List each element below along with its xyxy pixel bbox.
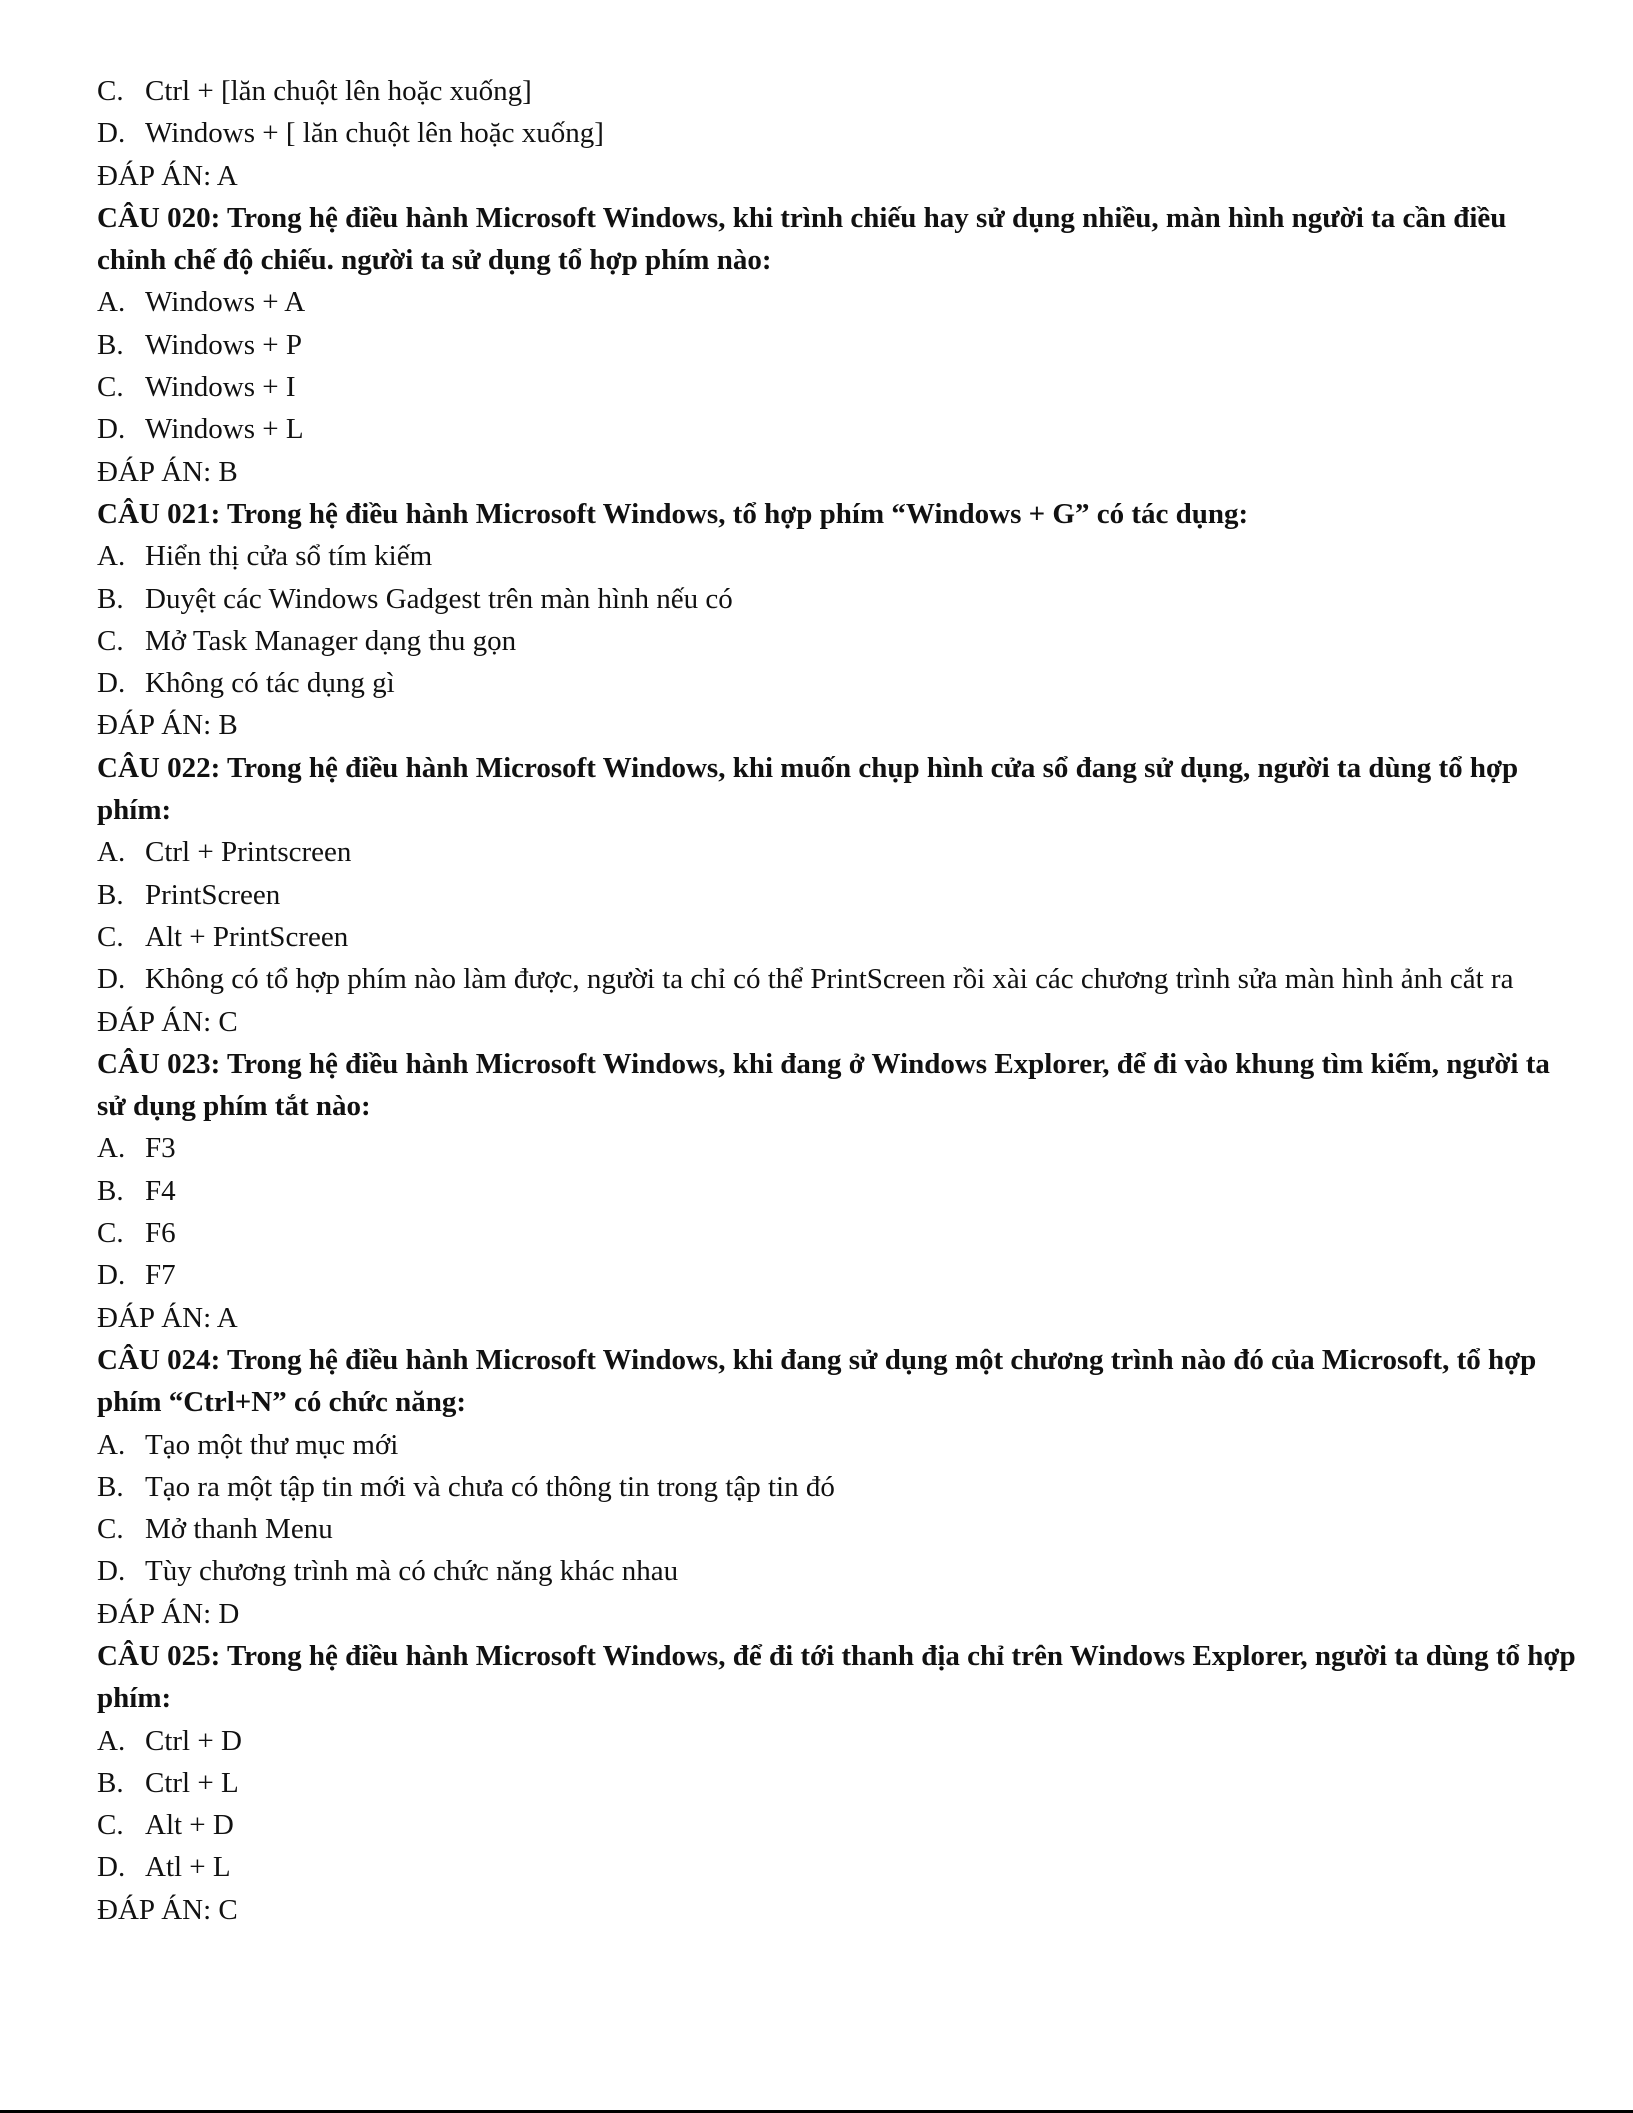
option-c <box>97 1508 1577 1550</box>
question-021: CÂU 021: Trong hệ điều hành Microsoft Windows, tổ hợp phím “Windows + G” có tác dụng: <box>97 497 1249 530</box>
option-letter: C. <box>97 624 124 657</box>
option-letter: C. <box>97 1513 124 1546</box>
document-page <box>97 70 1577 1931</box>
option-letter: D. <box>97 1555 126 1588</box>
option-d <box>97 662 1577 704</box>
option-letter: D. <box>97 1259 126 1292</box>
option-letter: B. <box>97 878 124 911</box>
option-letter: B. <box>97 328 124 361</box>
option-text: Windows + [ lăn chuột lên hoặc xuống] <box>145 117 604 150</box>
option-text: Duyệt các Windows Gadgest trên màn hình nếu có <box>145 582 733 615</box>
option-d <box>97 112 1577 154</box>
option-text: Windows + L <box>145 413 304 446</box>
option-text: Mở thanh Menu <box>145 1513 333 1546</box>
option-text: Mở Task Manager dạng thu gọn <box>145 624 517 657</box>
option-letter: B. <box>97 1174 124 1207</box>
option-text: F6 <box>145 1217 176 1250</box>
answer-line: ĐÁP ÁN: C <box>97 1893 238 1926</box>
option-text: Ctrl + [lăn chuột lên hoặc xuống] <box>145 75 532 107</box>
option-a <box>97 535 1577 577</box>
option-a <box>97 1424 1577 1466</box>
option-a <box>97 281 1577 323</box>
option-b <box>97 1170 1577 1212</box>
option-letter: D. <box>97 667 126 700</box>
option-letter: D. <box>97 963 126 996</box>
option-text: Alt + PrintScreen <box>145 920 349 953</box>
option-c <box>97 1212 1577 1254</box>
option-text: PrintScreen <box>145 878 281 911</box>
question-024: CÂU 024: Trong hệ điều hành Microsoft Windows, khi đang sử dụng một chương trình nào đó của Microsoft, tổ hợp phím “Ctrl+N” có chức năng: <box>97 1343 1537 1419</box>
option-b <box>97 874 1577 916</box>
option-letter: D. <box>97 117 126 150</box>
option-b <box>97 578 1577 620</box>
option-d <box>97 408 1577 450</box>
question-020: CÂU 020: Trong hệ điều hành Microsoft Windows, khi trình chiếu hay sử dụng nhiều, màn hình người ta cần điều chỉnh chế độ chiếu. người ta sử dụng tổ hợp phím nào: <box>97 201 1507 277</box>
option-text: Alt + D <box>145 1809 234 1842</box>
answer-line: ĐÁP ÁN: B <box>97 455 238 488</box>
option-d <box>97 1254 1577 1296</box>
option-letter: A. <box>97 836 126 869</box>
question-023: CÂU 023: Trong hệ điều hành Microsoft Windows, khi đang ở Windows Explorer, để đi vào khung tìm kiếm, người ta sử dụng phím tắt nào: <box>97 1047 1550 1123</box>
option-b <box>97 1466 1577 1508</box>
option-letter: B. <box>97 1470 124 1503</box>
option-letter: B. <box>97 1766 124 1799</box>
option-letter: A. <box>97 1724 126 1757</box>
option-letter: A. <box>97 286 126 319</box>
option-text: F4 <box>145 1174 176 1207</box>
option-letter: B. <box>97 582 124 615</box>
option-letter: D. <box>97 1851 126 1884</box>
answer-line: ĐÁP ÁN: A <box>97 159 238 192</box>
option-text: Hiển thị cửa sổ tím kiếm <box>145 540 433 573</box>
option-letter: D. <box>97 413 126 446</box>
option-d <box>97 1846 1577 1888</box>
option-b <box>97 1762 1577 1804</box>
option-letter: C. <box>97 1217 124 1250</box>
option-letter: C. <box>97 75 124 107</box>
option-b <box>97 324 1577 366</box>
option-text: Atl + L <box>145 1851 231 1884</box>
answer-line: ĐÁP ÁN: B <box>97 709 238 742</box>
question-025: CÂU 025: Trong hệ điều hành Microsoft Windows, để đi tới thanh địa chỉ trên Windows Explorer, người ta dùng tổ hợp phím: <box>97 1639 1576 1715</box>
option-text: Tùy chương trình mà có chức năng khác nhau <box>145 1555 679 1588</box>
option-text: Không có tổ hợp phím nào làm được, người ta chỉ có thể PrintScreen rồi xài các chương trình sửa màn hình ảnh cắt ra <box>145 963 1514 996</box>
option-text: Ctrl + Printscreen <box>145 836 352 869</box>
option-c <box>97 70 1577 112</box>
option-letter: C. <box>97 371 124 404</box>
answer-line: ĐÁP ÁN: C <box>97 1005 238 1038</box>
option-text: Windows + A <box>145 286 306 319</box>
option-text: Tạo ra một tập tin mới và chưa có thông tin trong tập tin đó <box>145 1470 835 1503</box>
option-a <box>97 1127 1577 1169</box>
option-letter: C. <box>97 920 124 953</box>
option-c <box>97 620 1577 662</box>
option-text: F7 <box>145 1259 176 1292</box>
option-letter: A. <box>97 540 126 573</box>
option-a <box>97 831 1577 873</box>
option-a <box>97 1720 1577 1762</box>
option-letter: A. <box>97 1132 126 1165</box>
option-c <box>97 1804 1577 1846</box>
option-letter: A. <box>97 1428 126 1461</box>
question-022: CÂU 022: Trong hệ điều hành Microsoft Windows, khi muốn chụp hình cửa sổ đang sử dụng, người ta dùng tổ hợp phím: <box>97 751 1519 827</box>
answer-line: ĐÁP ÁN: D <box>97 1597 240 1630</box>
answer-line: ĐÁP ÁN: A <box>97 1301 238 1334</box>
option-text: Windows + P <box>145 328 302 361</box>
option-c <box>97 366 1577 408</box>
option-text: F3 <box>145 1132 176 1165</box>
option-c <box>97 916 1577 958</box>
option-text: Windows + I <box>145 371 296 404</box>
option-letter: C. <box>97 1809 124 1842</box>
option-text: Tạo một thư mục mới <box>145 1428 399 1461</box>
option-d <box>97 1550 1577 1592</box>
option-d <box>97 958 1577 1000</box>
option-text: Ctrl + D <box>145 1724 242 1757</box>
option-text: Ctrl + L <box>145 1766 239 1799</box>
option-text: Không có tác dụng gì <box>145 667 395 700</box>
